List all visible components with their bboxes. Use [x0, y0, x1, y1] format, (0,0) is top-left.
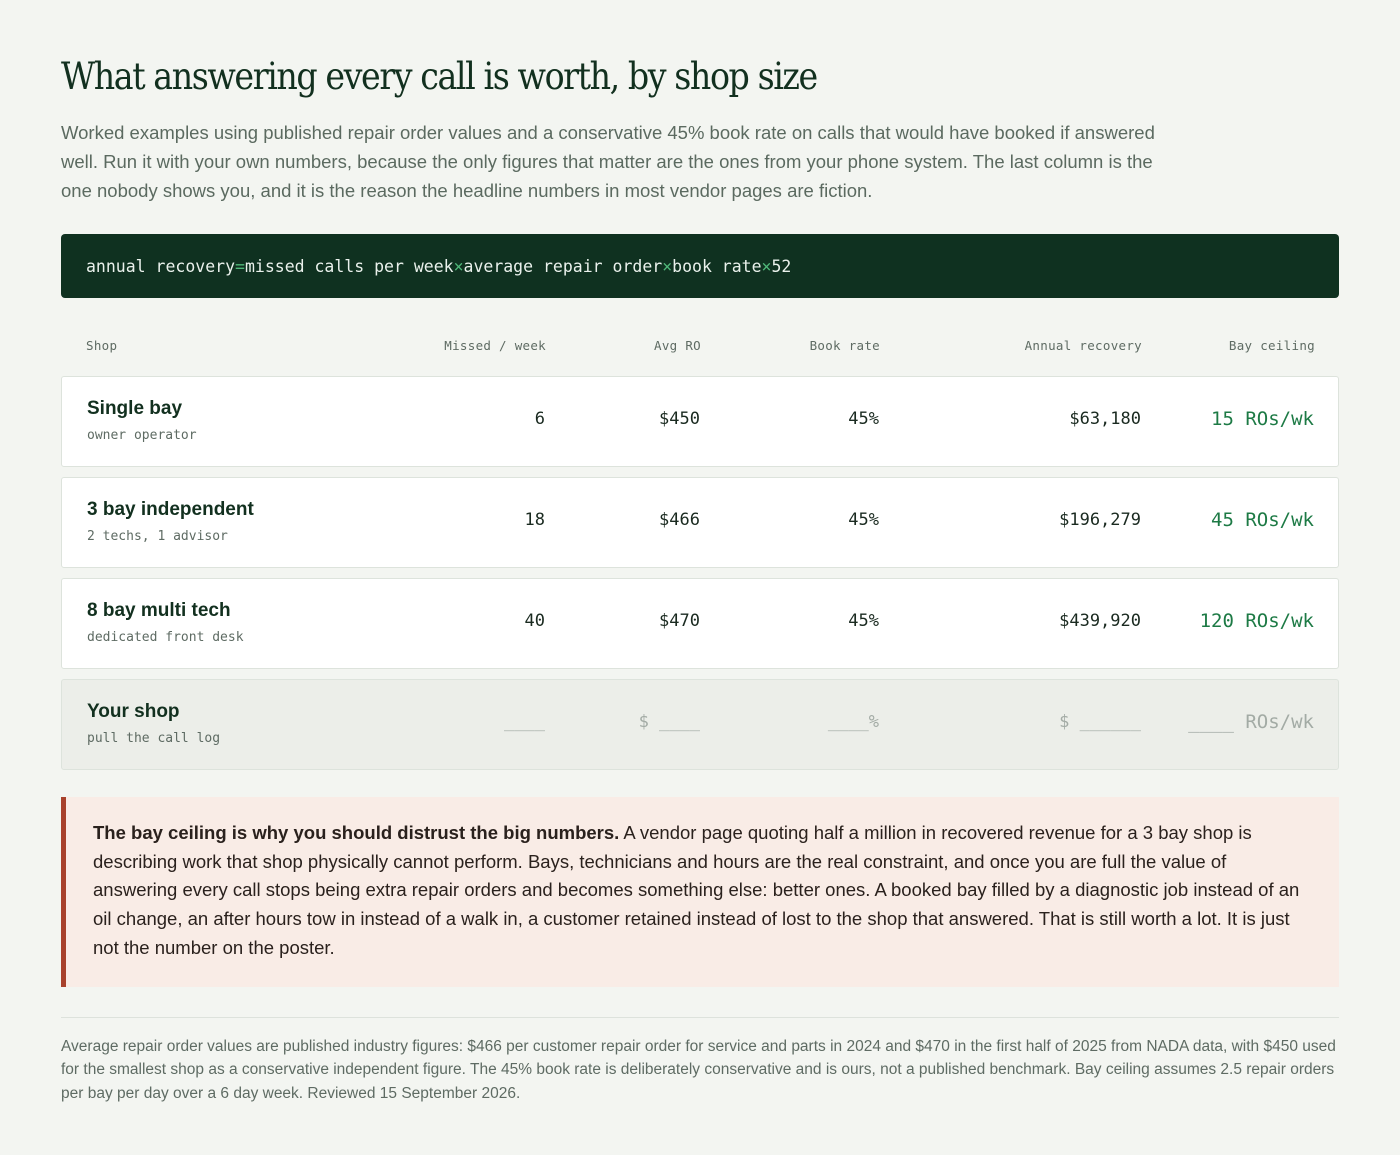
table-header — [61, 298, 1339, 376]
avg-ro-value: $470 — [659, 611, 700, 631]
intro-paragraph: Worked examples using published repair order values and a conservative 45% book rate on calls that would have booked if answered well. Run it with your own numbers, because the only figures that matter are the ones from your phone system. The last column is the one nobody shows you, and it is the reason the headline numbers in most vendor pages are fiction. — [61, 122, 1155, 201]
header-avg-ro: Avg RO — [654, 338, 701, 353]
shop-name: Single bay — [87, 398, 183, 419]
book-rate-value: 45% — [848, 409, 879, 429]
table-row — [61, 376, 1339, 467]
bay-ceiling-value: 15 ROs/wk — [1211, 408, 1314, 430]
book-rate-placeholder: ____% — [827, 712, 879, 732]
warning-callout — [61, 797, 1339, 987]
bay-ceiling-placeholder: ____ ROs/wk — [1188, 711, 1314, 733]
avg-ro-value: $450 — [659, 409, 700, 429]
page-title: What answering every call is worth, by shop size — [61, 55, 817, 98]
header-shop: Shop — [86, 338, 118, 353]
shop-subtitle: owner operator — [87, 428, 197, 443]
shop-subtitle: dedicated front desk — [87, 630, 244, 645]
formula-term-weeks: 52 — [771, 256, 792, 276]
table-row — [61, 578, 1339, 669]
shop-name: Your shop — [87, 701, 180, 722]
avg-ro-placeholder: $ ____ — [638, 712, 700, 732]
book-rate-value: 45% — [848, 611, 879, 631]
footnote: Average repair order values are published industry figures: $466 per customer repair order for service and parts in 2024 and $470 in the first half of 2025 from NADA data, with $450 used for the smallest shop as a conservative independent figure. The 45% book rate is deliberately conservative and is ours, not a published benchmark. Bay ceiling assumes 2.5 repair orders per bay per day over a 6 day week. Reviewed 15 September 2026. — [61, 1017, 1339, 1106]
formula-times: × — [761, 256, 772, 276]
bay-ceiling-value: 120 ROs/wk — [1199, 610, 1314, 632]
formula-times: × — [453, 256, 464, 276]
formula-times: × — [662, 256, 673, 276]
shop-subtitle: 2 techs, 1 advisor — [87, 529, 228, 544]
header-book-rate: Book rate — [809, 338, 880, 353]
missed-value: 40 — [524, 611, 545, 631]
table-row-your-shop — [61, 679, 1339, 770]
formula-lhs: annual recovery — [86, 256, 236, 276]
missed-value: 6 — [534, 409, 545, 429]
bay-ceiling-value: 45 ROs/wk — [1211, 509, 1314, 531]
formula-term-missed: missed calls per week — [244, 256, 454, 276]
avg-ro-value: $466 — [659, 510, 700, 530]
annual-recovery-value: $439,920 — [1059, 611, 1141, 631]
header-annual-recovery: Annual recovery — [1024, 338, 1142, 353]
formula-term-avg: average repair order — [463, 256, 663, 276]
annual-recovery-placeholder: $ ______ — [1059, 712, 1141, 732]
shop-name: 8 bay multi tech — [87, 600, 231, 621]
table-row — [61, 477, 1339, 568]
header-missed: Missed / week — [444, 338, 546, 353]
formula-block — [61, 234, 1339, 298]
formula-term-book: book rate — [672, 256, 762, 276]
callout-lead: The bay ceiling is why you should distrust the big numbers. — [93, 822, 620, 843]
header-bay-ceiling: Bay ceiling — [1228, 338, 1315, 353]
shop-name: 3 bay independent — [87, 499, 254, 520]
formula-equals: = — [235, 256, 245, 276]
book-rate-value: 45% — [848, 510, 879, 530]
annual-recovery-value: $196,279 — [1059, 510, 1141, 530]
missed-value: 18 — [524, 510, 545, 530]
shop-subtitle: pull the call log — [87, 731, 221, 746]
annual-recovery-value: $63,180 — [1069, 409, 1141, 429]
callout-body: A vendor page quoting half a million in recovered revenue for a 3 bay shop is describing work that shop physically cannot perform. Bays, technicians and hours are the real constraint, and once you are full the value of answering every call stops being extra repair orders and becomes something else: better ones. A booked bay filled by a diagnostic job instead of an oil change, an after hours tow in instead of a walk in, a customer retained instead of lost to the shop that answered. That is still worth a lot. It is just not the number on the poster. — [93, 822, 1300, 958]
missed-placeholder: ____ — [504, 712, 545, 732]
